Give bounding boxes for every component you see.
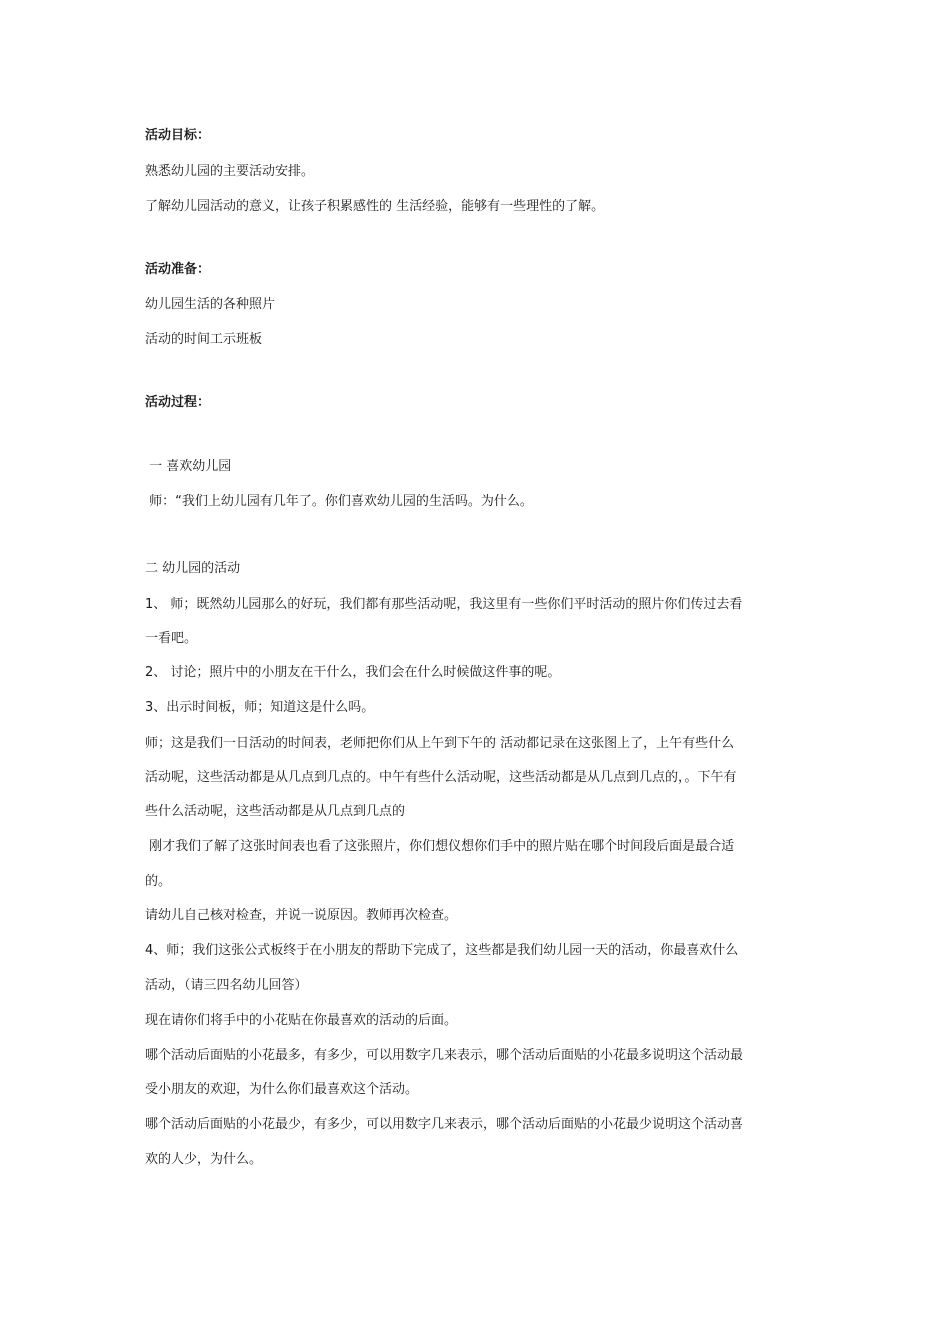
step2-line: 2、 讨论；照片中的小朋友在干什么，我们会在什么时候做这件事的呢。 (145, 665, 561, 680)
goal-heading: 活动目标： (145, 128, 211, 143)
step4-line-1: 4、师；我们这张公式板终于在小朋友的帮助下完成了，这些都是我们幼儿园一天的活动，你最喜欢什么 (145, 943, 739, 958)
goal-item-1: 熟悉幼儿园的主要活动安排。 (145, 164, 315, 179)
part1-title: 一 喜欢幼儿园 (145, 459, 232, 474)
prep-item-2: 活动的时间工示班板 (145, 332, 263, 347)
para-b-line-1: 刚才我们了解了这张时间表也看了这张照片，你们想仪想你们手中的照片贴在哪个时间段后面是最合适 (145, 839, 735, 854)
part2-title: 二 幼儿园的活动 (145, 561, 241, 576)
para-c-line: 请幼儿自己核对检查，并说一说原因。教师再次检查。 (145, 908, 458, 923)
step3-line: 3、出示时间板，师；知道这是什么吗。 (145, 700, 375, 715)
part1-line: 师：“我们上幼儿园有几年了。你们喜欢幼儿园的生活吗。为什么。 (145, 494, 533, 509)
para-f-line-2: 欢的人少，为什么。 (145, 1152, 263, 1167)
prep-item-1: 幼儿园生活的各种照片 (145, 297, 276, 312)
para-a-line-2: 活动呢，这些活动都是从几点到几点的。中午有些什么活动呢，这些活动都是从几点到几点的，。下午有 (145, 770, 737, 785)
prep-heading: 活动准备： (145, 262, 211, 277)
para-a-line-3: 些什么活动呢，这些活动都是从几点到几点的 (145, 804, 406, 819)
step4-line-2: 活动，（请三四名幼儿回答） (145, 978, 308, 993)
step1-line-1: 1、 师；既然幼儿园那么的好玩，我们都有那些活动呢，我这里有一些你们平时活动的照片你们传过去看 (145, 597, 743, 612)
para-b-line-2: 的。 (145, 874, 172, 889)
para-f-line-1: 哪个活动后面贴的小花最少，有多少，可以用数字几来表示，哪个活动后面贴的小花最少说明这个活动喜 (145, 1117, 744, 1132)
process-heading: 活动过程： (145, 395, 211, 410)
para-a-line-1: 师；这是我们一日活动的时间表，老师把你们从上午到下午的 活动都记录在这张图上了，上午有些什么 (145, 736, 735, 751)
step1-line-2: 一看吧。 (145, 631, 198, 646)
goal-item-2: 了解幼儿园活动的意义，让孩子积累感性的 生活经验，能够有一些理性的了解。 (145, 199, 605, 214)
para-d-line: 现在请你们将手中的小花贴在你最喜欢的活动的后面。 (145, 1013, 458, 1028)
para-e-line-2: 受小朋友的欢迎，为什么你们最喜欢这个活动。 (145, 1082, 419, 1097)
para-e-line-1: 哪个活动后面贴的小花最多，有多少，可以用数字几来表示，哪个活动后面贴的小花最多说明这个活动最 (145, 1048, 744, 1063)
